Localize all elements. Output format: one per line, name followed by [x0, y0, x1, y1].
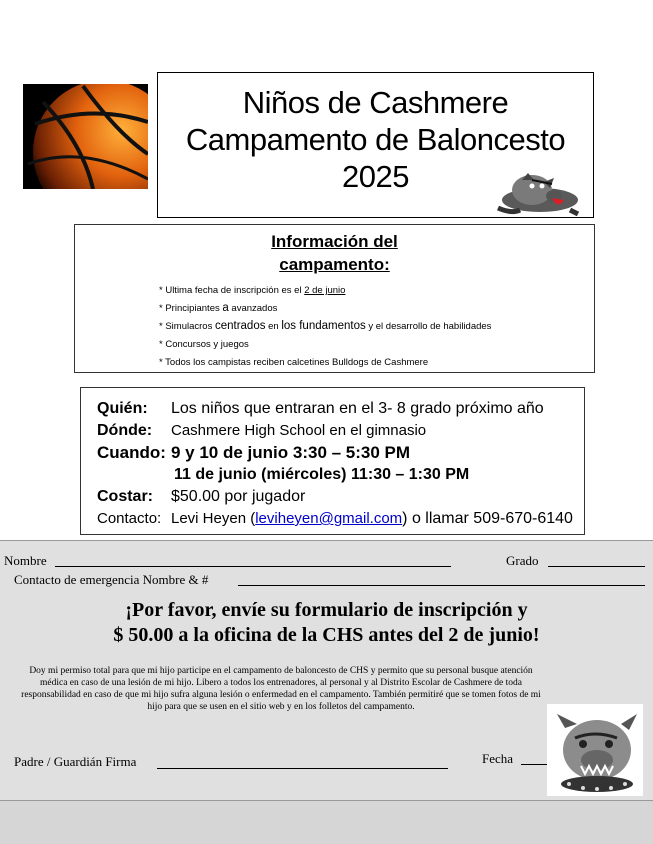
- emergency-contact-field[interactable]: [238, 585, 645, 586]
- info-heading-line-2: campamento:: [279, 255, 390, 274]
- camp-info-box: [74, 224, 595, 373]
- submit-instructions-line-1: ¡Por favor, envíe su formulario de inscripción y: [125, 599, 528, 621]
- when-row: Cuando: 9 y 10 de junio 3:30 – 5:30 PM: [97, 443, 411, 462]
- info-heading-line-1: Información del: [271, 232, 398, 251]
- info-heading: [75, 230, 594, 276]
- signature-field[interactable]: [157, 768, 448, 769]
- bulldog-mascot-icon: [492, 170, 582, 216]
- contact-email-link[interactable]: leviheyen@gmail.com: [255, 510, 403, 527]
- bullet-deadline: * Ultima fecha de inscripción es el 2 de junio: [159, 285, 346, 296]
- bullet-socks: * Todos los campistas reciben calcetines Bulldogs de Cashmere: [159, 357, 429, 368]
- submit-instructions-line-2: $ 50.00 a la oficina de la CHS antes del 2 de junio!: [113, 624, 540, 646]
- grade-label: Grado: [506, 553, 539, 568]
- waiver-text: Doy mi permiso total para que mi hijo participe en el campamento de baloncesto de CHS y permito que su personal busque atención médica en caso de una lesión de mi hijo. Libero a todos los entrenadores, al personal y al Distrito Escolar de Cashmere de toda responsabilidad en caso de que mi hijo sufra alguna lesión o enfermedad en el campamento. También permitiré que se tomen fotos de mi hijo para que se usen en el sitio web y en los folletos del campamento.: [21, 666, 541, 712]
- title-line-2: Campamento de Baloncesto: [185, 122, 566, 157]
- camp-details-box: [80, 387, 585, 535]
- signature-label: Padre / Guardián Firma: [14, 754, 137, 769]
- basketball-image: [23, 84, 148, 189]
- bulldog-face-icon: [547, 704, 643, 796]
- bullet-drills: * Simulacros centrados en los fundamentos y el desarrollo de habilidades: [159, 320, 492, 332]
- title-line-1: Niños de Cashmere: [242, 85, 509, 120]
- bullet-contests: * Concursos y juegos: [159, 339, 249, 350]
- when-row-2: 11 de junio (miércoles) 11:30 – 1:30 PM: [174, 466, 470, 483]
- cost-row: Costar: $50.00 por jugador: [97, 488, 306, 505]
- name-label: Nombre: [4, 553, 47, 568]
- footer-strip: [0, 800, 653, 844]
- title-year: 2025: [342, 159, 409, 194]
- contact-row: Contacto: Levi Heyen (leviheyen@gmail.com) o llamar 509-670-6140: [97, 510, 573, 527]
- emergency-contact-label: Contacto de emergencia Nombre & #: [14, 572, 209, 587]
- bullet-levels: * Principiantes a avanzados: [159, 302, 278, 314]
- date-label: Fecha: [482, 751, 514, 766]
- grade-field[interactable]: [548, 566, 645, 567]
- who-row: Quién: Los niños que entraran en el 3- 8 grado próximo año: [97, 400, 544, 417]
- submit-instructions: [0, 598, 653, 648]
- name-field[interactable]: [55, 566, 451, 567]
- where-row: Dónde: Cashmere High School en el gimnasio: [97, 422, 427, 439]
